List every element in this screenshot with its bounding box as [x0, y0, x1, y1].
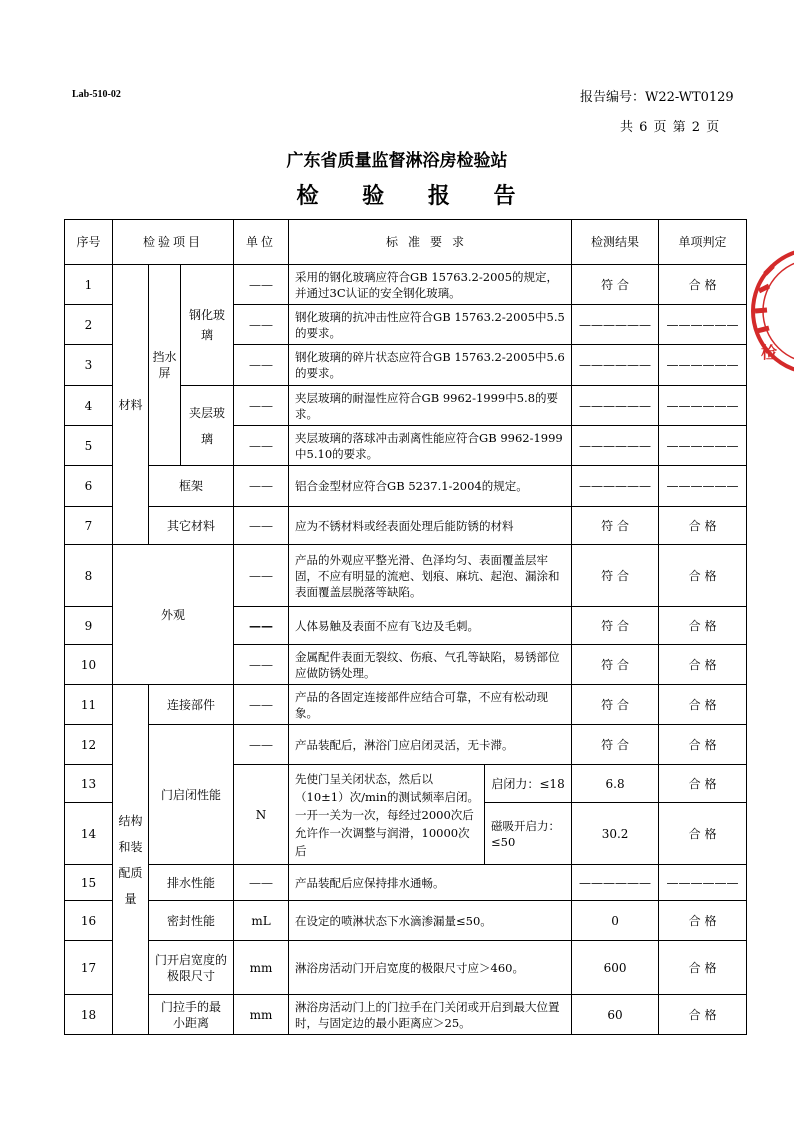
row-requirement: 夹层玻璃的落球冲击剥离性能应符合GB 9962-1999中5.10的要求。 — [289, 426, 572, 466]
row-result: 符 合 — [572, 645, 659, 685]
row-no: 10 — [65, 645, 113, 685]
group-tempered: 钢化玻璃 — [181, 265, 234, 386]
row-requirement: 淋浴房活动门开启宽度的极限尺寸应＞460。 — [289, 941, 572, 995]
row-unit: —— — [234, 645, 289, 685]
row-requirement: 钢化玻璃的抗冲击性应符合GB 15763.2-2005中5.5的要求。 — [289, 305, 572, 345]
row-unit: —— — [234, 345, 289, 386]
row-unit: —— — [234, 426, 289, 466]
row-unit: —— — [234, 466, 289, 507]
row-requirement: 应为不锈材料或经表面处理后能防锈的材料 — [289, 507, 572, 545]
row-unit: —— — [234, 386, 289, 426]
row-verdict: 合 格 — [659, 765, 747, 803]
row-verdict: 合 格 — [659, 645, 747, 685]
row-requirement: 产品的各固定连接部件应结合可靠，不应有松动现象。 — [289, 685, 572, 725]
row-no: 5 — [65, 426, 113, 466]
col-unit: 单位 — [234, 220, 289, 265]
row-verdict: 合 格 — [659, 901, 747, 941]
row-requirement: 产品的外观应平整光滑、色泽均匀、表面覆盖层牢固，不应有明显的流疤、划痕、麻坑、起泡、漏涂和表面覆盖层脱落等缺陷。 — [289, 545, 572, 607]
table-row — [65, 725, 747, 765]
row-requirement: 夹层玻璃的耐湿性应符合GB 9962-1999中5.8的要求。 — [289, 386, 572, 426]
table-row — [65, 941, 747, 995]
row-requirement: 铝合金型材应符合GB 5237.1-2004的规定。 — [289, 466, 572, 507]
table-row — [65, 545, 747, 607]
row-result: 符 合 — [572, 685, 659, 725]
row-unit: —— — [234, 305, 289, 345]
table-row — [65, 865, 747, 901]
row-verdict: —————— — [659, 865, 747, 901]
row-no: 2 — [65, 305, 113, 345]
row-result: —————— — [572, 865, 659, 901]
table-row — [65, 901, 747, 941]
row-unit: —— — [234, 265, 289, 305]
row-unit: mm — [234, 995, 289, 1035]
row-requirement: 采用的钢化玻璃应符合GB 15763.2-2005的规定，并通过3C认证的安全钢化玻璃。 — [289, 265, 572, 305]
row-result: 600 — [572, 941, 659, 995]
row-no: 13 — [65, 765, 113, 803]
table-header-row — [65, 220, 747, 265]
row-unit: N — [234, 765, 289, 865]
row-no: 16 — [65, 901, 113, 941]
row-verdict: 合 格 — [659, 685, 747, 725]
row-requirement: 在设定的喷淋状态下水滴渗漏量≤50。 — [289, 901, 572, 941]
col-result: 检测结果 — [572, 220, 659, 265]
col-requirement: 标准要求 — [289, 220, 572, 265]
row-result: 60 — [572, 995, 659, 1035]
table-row — [65, 507, 747, 545]
row-no: 11 — [65, 685, 113, 725]
row-verdict: 合 格 — [659, 941, 747, 995]
item-other-material: 其它材料 — [149, 507, 234, 545]
table-row — [65, 466, 747, 507]
row-unit: mL — [234, 901, 289, 941]
item-door: 门启闭性能 — [149, 725, 234, 865]
col-item: 检验项目 — [113, 220, 234, 265]
red-seal-stamp — [745, 236, 794, 386]
row-no: 18 — [65, 995, 113, 1035]
row-result: —————— — [572, 305, 659, 345]
row-verdict: 合 格 — [659, 607, 747, 645]
row-requirement: 金属配件表面无裂纹、伤痕、气孔等缺陷，易锈部位应做防锈处理。 — [289, 645, 572, 685]
row-no: 12 — [65, 725, 113, 765]
row-result: 符 合 — [572, 725, 659, 765]
table-row — [65, 995, 747, 1035]
item-drain: 排水性能 — [149, 865, 234, 901]
row-result: —————— — [572, 466, 659, 507]
row-unit: —— — [234, 507, 289, 545]
row-requirement: 产品装配后，淋浴门应启闭灵活，无卡滞。 — [289, 725, 572, 765]
row-no: 15 — [65, 865, 113, 901]
row-result: 0 — [572, 901, 659, 941]
row-verdict: 合 格 — [659, 803, 747, 865]
lab-code: Lab-510-02 — [72, 89, 121, 100]
row-no: 7 — [65, 507, 113, 545]
row-unit: —— — [234, 545, 289, 607]
row-no: 1 — [65, 265, 113, 305]
col-seq: 序号 — [65, 220, 113, 265]
row-unit: —— — [234, 685, 289, 725]
group-material: 材料 — [113, 265, 149, 545]
row-requirement: 产品装配后应保持排水通畅。 — [289, 865, 572, 901]
row-verdict: 合 格 — [659, 995, 747, 1035]
row-no: 9 — [65, 607, 113, 645]
row-no: 17 — [65, 941, 113, 995]
item-limit: 门开启宽度的极限尺寸 — [149, 941, 234, 995]
row-verdict: 合 格 — [659, 545, 747, 607]
row-no: 14 — [65, 803, 113, 865]
row-result: 符 合 — [572, 265, 659, 305]
item-appearance: 外观 — [113, 545, 234, 685]
row-verdict: —————— — [659, 426, 747, 466]
row-requirement: 人体易触及表面不应有飞边及毛刺。 — [289, 607, 572, 645]
row-requirement: 淋浴房活动门上的门拉手在门关闭或开启到最大位置时，与固定边的最小距离应＞25。 — [289, 995, 572, 1035]
col-verdict: 单项判定 — [659, 220, 747, 265]
row-result: 30.2 — [572, 803, 659, 865]
group-structure: 结构和装配质量 — [113, 685, 149, 1035]
report-title: 检 验 报 告 — [296, 184, 534, 209]
row-verdict: 合 格 — [659, 265, 747, 305]
row-unit: —— — [234, 725, 289, 765]
report-table — [64, 219, 747, 1035]
row-verdict: —————— — [659, 345, 747, 386]
organization-name: 广东省质量监督淋浴房检验站 — [286, 151, 508, 171]
row-sub-requirement: 启闭力：≤18 — [485, 765, 572, 803]
row-no: 6 — [65, 466, 113, 507]
row-sub-requirement: 磁吸开启力：≤50 — [485, 803, 572, 865]
item-frame: 框架 — [149, 466, 234, 507]
row-no: 3 — [65, 345, 113, 386]
report-number: 报告编号：W22-WT0129 — [580, 90, 734, 105]
row-verdict: —————— — [659, 305, 747, 345]
row-requirement: 先使门呈关闭状态，然后以（10±1）次/min的测试频率启闭。一开一关为一次，每经过2000次后允许作一次调整与润滑，10000次后 — [289, 765, 485, 865]
row-verdict: 合 格 — [659, 507, 747, 545]
item-handle: 门拉手的最小距离 — [149, 995, 234, 1035]
stamp-char: 检 — [761, 343, 778, 362]
row-result: 符 合 — [572, 507, 659, 545]
row-no: 4 — [65, 386, 113, 426]
item-connect: 连接部件 — [149, 685, 234, 725]
row-verdict: —————— — [659, 386, 747, 426]
table-row — [65, 685, 747, 725]
row-result: —————— — [572, 426, 659, 466]
row-verdict: 合 格 — [659, 725, 747, 765]
row-result: 6.8 — [572, 765, 659, 803]
table-row — [65, 265, 747, 305]
row-unit: mm — [234, 941, 289, 995]
row-result: 符 合 — [572, 607, 659, 645]
row-unit: —— — [234, 865, 289, 901]
page-info: 共 6 页 第 2 页 — [620, 120, 721, 135]
row-result: —————— — [572, 386, 659, 426]
row-result: 符 合 — [572, 545, 659, 607]
item-seal: 密封性能 — [149, 901, 234, 941]
row-no: 8 — [65, 545, 113, 607]
group-screen: 挡水屏 — [149, 265, 181, 466]
row-result: —————— — [572, 345, 659, 386]
row-verdict: —————— — [659, 466, 747, 507]
row-unit: —— — [234, 607, 289, 645]
row-requirement: 钢化玻璃的碎片状态应符合GB 15763.2-2005中5.6的要求。 — [289, 345, 572, 386]
group-laminated: 夹层玻璃 — [181, 386, 234, 466]
